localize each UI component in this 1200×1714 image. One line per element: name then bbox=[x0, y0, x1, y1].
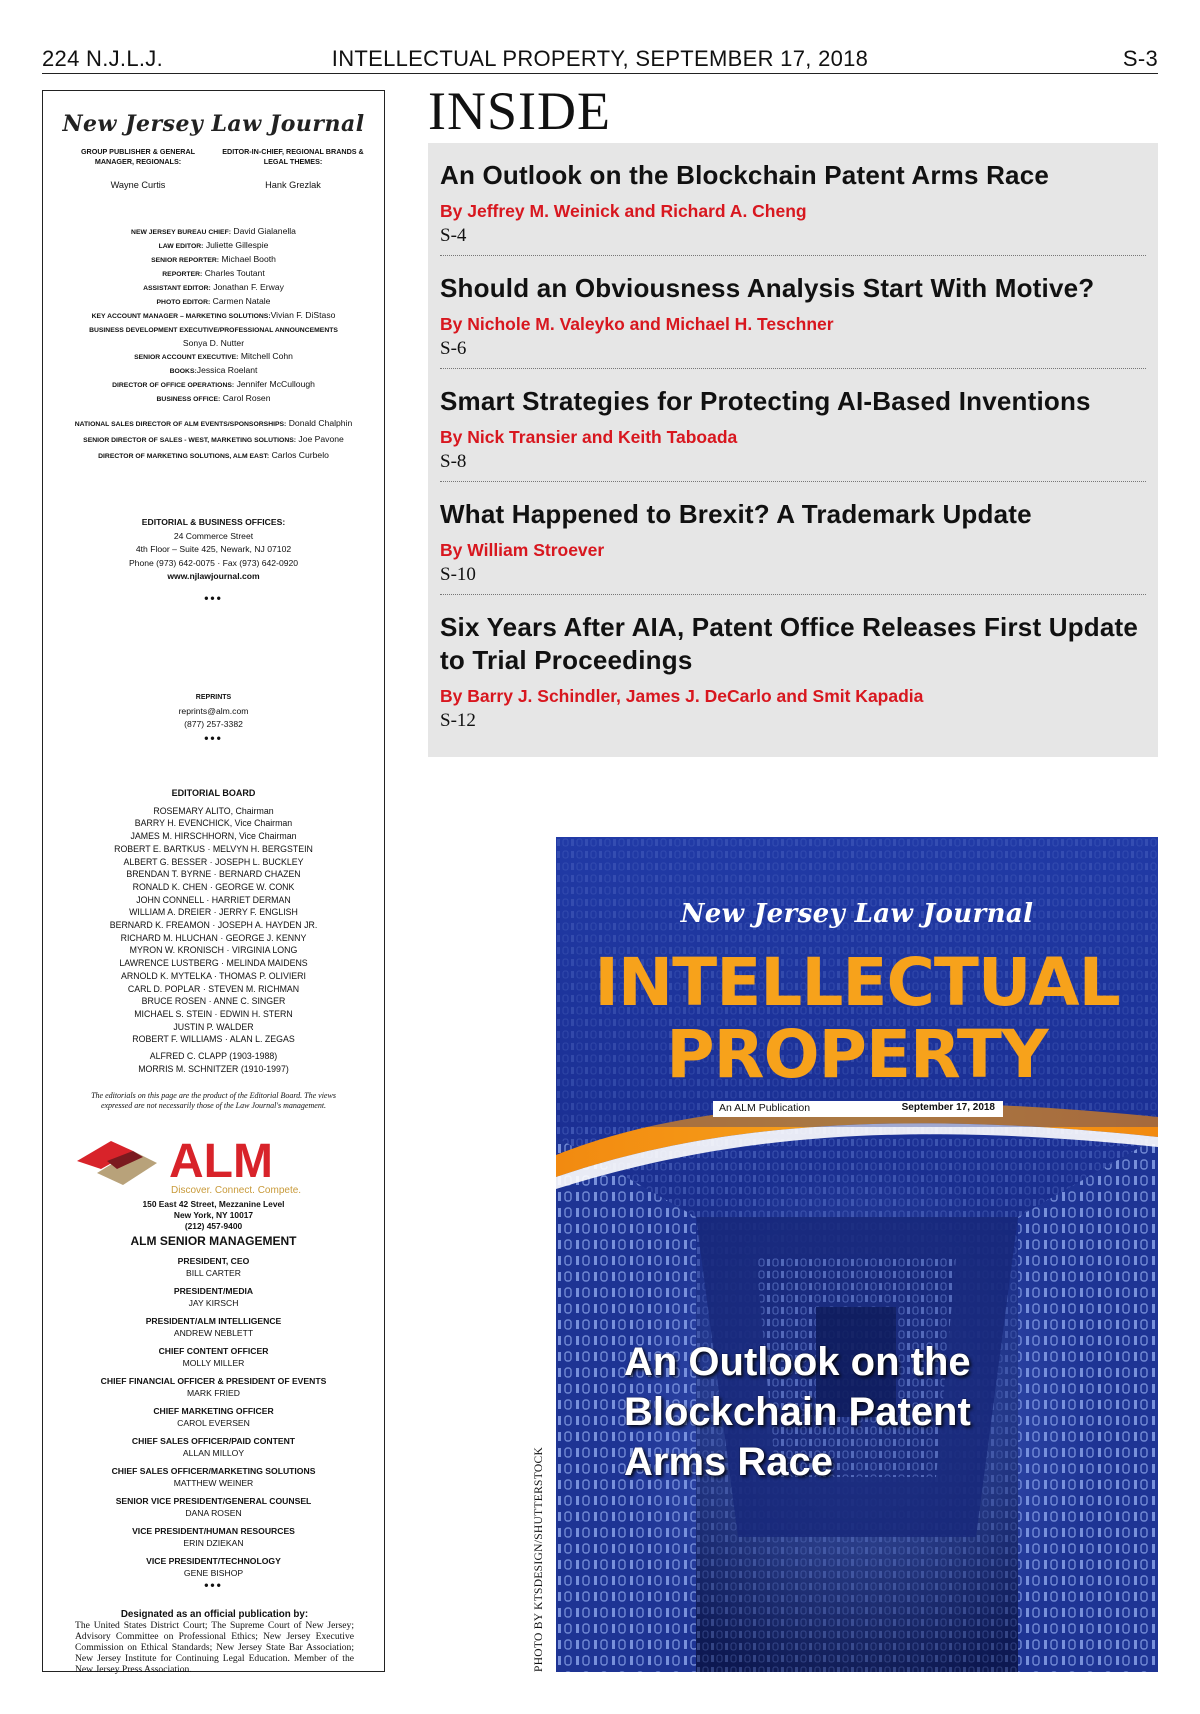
article-byline: By Nichole M. Valeyko and Michael H. Teschner bbox=[440, 314, 834, 334]
editor-in-chief-title: EDITOR-IN-CHIEF, REGIONAL BRANDS & LEGAL THEMES: bbox=[222, 147, 364, 166]
staff-row: ASSISTANT EDITOR: Jonathan F. Erway bbox=[143, 282, 284, 292]
mgmt-name: GENE BISHOP bbox=[183, 1568, 244, 1578]
alm-address-line: New York, NY 10017 bbox=[173, 1210, 254, 1220]
alm-senior-management bbox=[51, 1235, 376, 1591]
offices-line: 4th Floor – Suite 425, Newark, NJ 07102 bbox=[135, 544, 292, 554]
website-link[interactable]: www.njlawjournal.com bbox=[167, 571, 260, 581]
mgmt-name: MATTHEW WEINER bbox=[173, 1478, 254, 1488]
mgmt-title: CHIEF SALES OFFICER/PAID CONTENT bbox=[131, 1436, 296, 1446]
mgmt-name: ANDREW NEBLETT bbox=[173, 1328, 254, 1338]
alm-diamond-icon bbox=[77, 1141, 157, 1185]
board-line: ALFRED C. CLAPP (1903-1988) bbox=[149, 1051, 278, 1062]
article-page: S-6 bbox=[440, 338, 467, 359]
mgmt-name: MOLLY MILLER bbox=[182, 1358, 245, 1368]
article-page: S-8 bbox=[440, 451, 467, 472]
staff-row: DIRECTOR OF OFFICE OPERATIONS: Jennifer McCullough bbox=[112, 379, 315, 389]
article-title: Smart Strategies for Protecting AI-Based Inventions bbox=[440, 386, 1091, 416]
mgmt-title: VICE PRESIDENT/TECHNOLOGY bbox=[146, 1556, 281, 1566]
cover-title-line2: PROPERTY bbox=[666, 1016, 1048, 1093]
toc-item[interactable] bbox=[440, 256, 1146, 369]
article-byline: By Nick Transier and Keith Taboada bbox=[440, 427, 738, 447]
article-page: S-4 bbox=[440, 225, 467, 246]
running-header bbox=[42, 42, 1158, 74]
staff-row: BOOKS:Jessica Roelant bbox=[169, 365, 258, 375]
staff-row: KEY ACCOUNT MANAGER – MARKETING SOLUTIONS:Vivian F. DiStaso bbox=[91, 310, 336, 320]
article-title: What Happened to Brexit? A Trademark Update bbox=[440, 499, 1032, 529]
offices-heading: EDITORIAL & BUSINESS OFFICES: bbox=[141, 517, 286, 527]
reprints-heading: REPRINTS bbox=[195, 694, 232, 701]
cover-headline bbox=[624, 1337, 1044, 1487]
cover-date: September 17, 2018 bbox=[901, 1102, 995, 1113]
board-line: BERNARD K. FREAMON · JOSEPH A. HAYDEN JR. bbox=[109, 920, 318, 931]
alm-address-line: 150 East 42 Street, Mezzanine Level bbox=[142, 1199, 285, 1209]
alm-address bbox=[51, 1199, 376, 1232]
editorial-board bbox=[51, 787, 376, 1111]
cover-headline-line: Arms Race bbox=[624, 1440, 834, 1484]
offices-line: 24 Commerce Street bbox=[173, 530, 254, 541]
mgmt-name: ALLAN MILLOY bbox=[182, 1448, 245, 1458]
board-line: LAWRENCE LUSTBERG · MELINDA MAIDENS bbox=[119, 958, 308, 969]
board-line: ALBERT G. BESSER · JOSEPH L. BUCKLEY bbox=[123, 856, 304, 867]
section-date-title: INTELLECTUAL PROPERTY, SEPTEMBER 17, 2018 bbox=[331, 46, 869, 71]
cover-headline-line: An Outlook on the bbox=[624, 1340, 971, 1384]
mgmt-title: PRESIDENT/MEDIA bbox=[173, 1286, 254, 1296]
mgmt-title: CHIEF SALES OFFICER/MARKETING SOLUTIONS bbox=[111, 1466, 316, 1476]
staff-row: LAW EDITOR: Juliette Gillespie bbox=[158, 240, 269, 250]
publisher-title: GROUP PUBLISHER & GENERAL MANAGER, REGIONALS: bbox=[80, 147, 196, 166]
mgmt-title: SENIOR VICE PRESIDENT/GENERAL COUNSEL bbox=[115, 1496, 312, 1506]
publisher-credit bbox=[63, 147, 213, 190]
nj-law-journal-logo: New Jersey Law Journal bbox=[62, 111, 365, 137]
article-title: Six Years After AIA, Patent Office Releases First Update to Trial Proceedings bbox=[440, 612, 1139, 675]
designated-heading: Designated as an official publication by: bbox=[120, 1609, 309, 1620]
mgmt-name: BILL CARTER bbox=[186, 1268, 241, 1278]
offices-line: Phone (973) 642-0075 · Fax (973) 642-0920 bbox=[128, 557, 299, 568]
publisher-name: Wayne Curtis bbox=[110, 180, 166, 190]
reprints-email[interactable]: reprints@alm.com bbox=[178, 705, 249, 716]
table-of-contents bbox=[428, 143, 1158, 757]
mgmt-name: MARK FRIED bbox=[187, 1388, 240, 1398]
separator-dots: ••• bbox=[204, 1578, 223, 1592]
mgmt-title: PRESIDENT, CEO bbox=[177, 1256, 250, 1266]
board-line: BARRY H. EVENCHICK, Vice Chairman bbox=[134, 818, 293, 829]
article-page: S-12 bbox=[440, 710, 476, 731]
board-line: ROBERT F. WILLIAMS · ALAN L. ZEGAS bbox=[132, 1034, 295, 1045]
mgmt-title: VICE PRESIDENT/HUMAN RESOURCES bbox=[132, 1526, 295, 1536]
board-line: CARL D. POPLAR · STEVEN M. RICHMAN bbox=[127, 983, 300, 994]
mgmt-name: DANA ROSEN bbox=[185, 1508, 242, 1518]
board-line: WILLIAM A. DREIER · JERRY F. ENGLISH bbox=[129, 907, 298, 918]
mgmt-name: JAY KIRSCH bbox=[188, 1298, 239, 1308]
board-line: ROBERT E. BARTKUS · MELVYN H. BERGSTEIN bbox=[114, 843, 313, 854]
board-line: ARNOLD K. MYTELKA · THOMAS P. OLIVIERI bbox=[121, 970, 306, 981]
board-line: MICHAEL S. STEIN · EDWIN H. STERN bbox=[134, 1008, 293, 1019]
board-line: BRENDAN T. BYRNE · BERNARD CHAZEN bbox=[126, 869, 301, 880]
staff-row: PHOTO EDITOR: Carmen Natale bbox=[156, 296, 271, 306]
alm-wordmark: ALM bbox=[169, 1135, 273, 1188]
reprints-phone: (877) 257-3382 bbox=[184, 719, 243, 729]
mgmt-title: PRESIDENT/ALM INTELLIGENCE bbox=[145, 1316, 282, 1326]
cover-image bbox=[556, 837, 1158, 1672]
cover-headline-line: Blockchain Patent bbox=[624, 1390, 971, 1434]
article-page: S-10 bbox=[440, 564, 476, 585]
staff-row: Sonya D. Nutter bbox=[182, 338, 245, 348]
mgmt-title: CHIEF FINANCIAL OFFICER & PRESIDENT OF EVENTS bbox=[100, 1376, 327, 1386]
sales-row: DIRECTOR OF MARKETING SOLUTIONS, ALM EAST: Carlos Curbelo bbox=[98, 450, 329, 460]
editorial-offices bbox=[51, 516, 376, 604]
cover-title-line1: INTELLECTUAL bbox=[594, 944, 1120, 1021]
staff-row: BUSINESS OFFICE: Carol Rosen bbox=[156, 393, 271, 403]
toc-item[interactable] bbox=[440, 143, 1146, 256]
staff-row: REPORTER: Charles Toutant bbox=[162, 268, 265, 278]
sales-row: SENIOR DIRECTOR OF SALES - WEST, MARKETING SOLUTIONS: Joe Pavone bbox=[83, 434, 344, 444]
cover-nj-logo: New Jersey Law Journal bbox=[680, 899, 1034, 929]
toc-item[interactable] bbox=[440, 482, 1146, 595]
page-folio-left: 224 N.J.L.J. bbox=[42, 46, 163, 71]
board-line: JOHN CONNELL · HARRIET DERMAN bbox=[136, 894, 291, 905]
mgmt-title: CHIEF CONTENT OFFICER bbox=[158, 1346, 269, 1356]
mgmt-name: ERIN DZIEKAN bbox=[183, 1538, 244, 1548]
staff-row: NEW JERSEY BUREAU CHIEF: David Gialanella bbox=[131, 226, 296, 236]
inside-heading: INSIDE bbox=[428, 81, 611, 141]
management-heading: ALM SENIOR MANAGEMENT bbox=[130, 1234, 297, 1248]
article-byline: By William Stroever bbox=[440, 540, 605, 560]
separator-dots: ••• bbox=[204, 730, 223, 745]
page-number: S-3 bbox=[1122, 46, 1158, 71]
mgmt-name: CAROL EVERSEN bbox=[177, 1418, 250, 1428]
designated-text: The United States District Court; The Supreme Court of New Jersey; Advisory Committee on Professional Ethics; New Jersey Executive Commission on Ethical Standards; New Jersey State Bar Association; New Jersey Institute for Continuing Legal Education. Member of the New Jersey Press Association. bbox=[75, 1620, 354, 1675]
board-line: MORRIS M. SCHNITZER (1910-1997) bbox=[138, 1063, 289, 1074]
board-heading: EDITORIAL BOARD bbox=[171, 788, 256, 798]
masthead-box bbox=[42, 90, 385, 1675]
cover-publication-bar bbox=[713, 1101, 1003, 1117]
editorial-note: The editorials on this page are the product of the Editorial Board. The views expressed are not necessarily those of the Law Journal's management. bbox=[91, 1091, 336, 1111]
mgmt-title: CHIEF MARKETING OFFICER bbox=[153, 1406, 274, 1416]
editor-in-chief-name: Hank Grezlak bbox=[265, 180, 321, 190]
staff-row: BUSINESS DEVELOPMENT EXECUTIVE/PROFESSIONAL ANNOUNCEMENTS bbox=[89, 327, 338, 334]
toc-item[interactable] bbox=[440, 369, 1146, 482]
alm-tagline: Discover. Connect. Compete. bbox=[171, 1185, 302, 1196]
editor-in-chief-credit bbox=[218, 147, 368, 190]
board-line: RONALD K. CHEN · GEORGE W. CONK bbox=[132, 881, 295, 892]
article-title: An Outlook on the Blockchain Patent Arms Race bbox=[440, 160, 1050, 190]
article-title: Should an Obviousness Analysis Start With Motive? bbox=[440, 273, 1095, 303]
board-line: RICHARD M. HLUCHAN · GEORGE J. KENNY bbox=[120, 932, 307, 943]
alm-address-line: (212) 457-9400 bbox=[184, 1221, 243, 1231]
staff-list bbox=[51, 225, 376, 406]
board-line: ROSEMARY ALITO, Chairman bbox=[153, 805, 274, 816]
sales-row: NATIONAL SALES DIRECTOR OF ALM EVENTS/SPONSORSHIPS: Donald Chalphin bbox=[74, 418, 353, 428]
designated-publication bbox=[75, 1609, 354, 1675]
cover-publication-label: An ALM Publication bbox=[719, 1102, 811, 1114]
board-line: BRUCE ROSEN · ANNE C. SINGER bbox=[141, 996, 286, 1007]
staff-row: SENIOR REPORTER: Michael Booth bbox=[151, 254, 276, 264]
article-byline: By Barry J. Schindler, James J. DeCarlo and Smit Kapadia bbox=[440, 686, 924, 706]
board-line: MYRON W. KRONISCH · VIRGINIA LONG bbox=[129, 945, 298, 956]
separator-dots: ••• bbox=[204, 590, 223, 605]
photo-credit: PHOTO BY KTSDESIGN/SHUTTERSTOCK bbox=[533, 1446, 545, 1672]
staff-row: SENIOR ACCOUNT EXECUTIVE: Mitchell Cohn bbox=[134, 351, 293, 361]
article-byline: By Jeffrey M. Weinick and Richard A. Cheng bbox=[440, 201, 807, 221]
board-line: JAMES M. HIRSCHHORN, Vice Chairman bbox=[130, 831, 297, 842]
reprints-block bbox=[51, 691, 376, 744]
sales-list bbox=[51, 416, 376, 464]
alm-logo bbox=[77, 1129, 357, 1197]
board-line: JUSTIN P. WALDER bbox=[173, 1021, 254, 1032]
toc-item[interactable] bbox=[440, 595, 1146, 740]
